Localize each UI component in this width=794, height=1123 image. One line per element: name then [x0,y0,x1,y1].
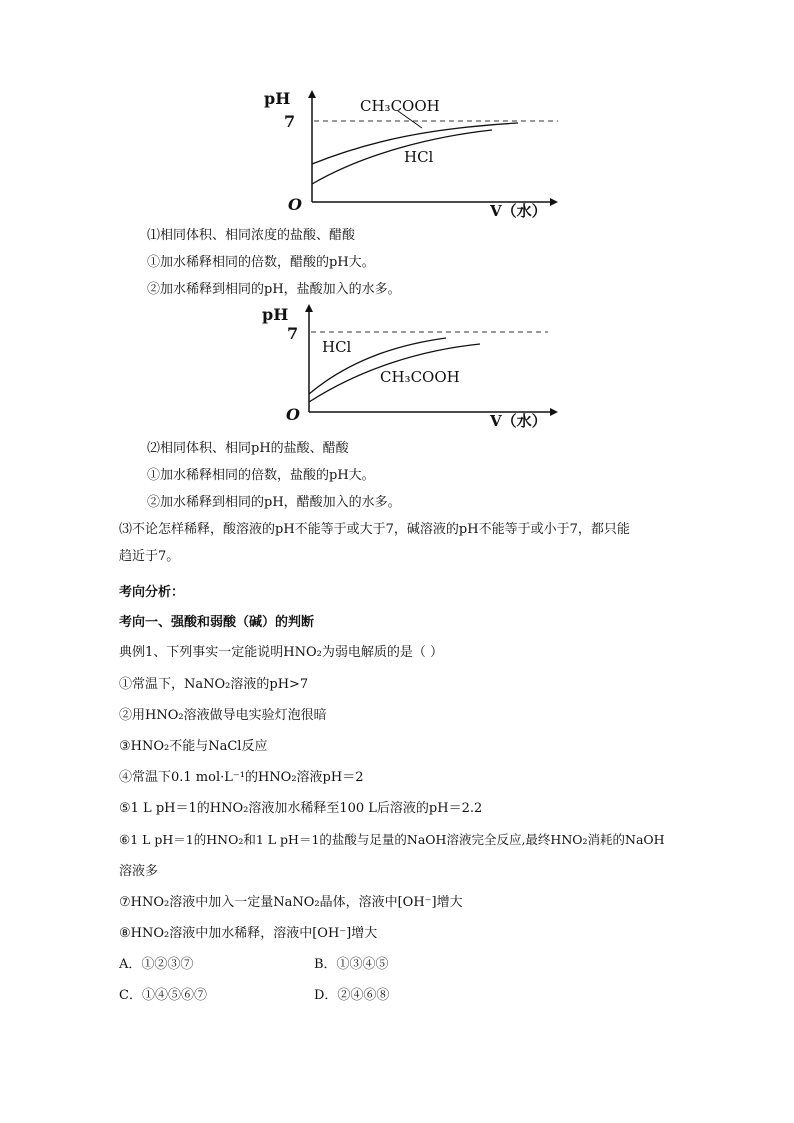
section2-heading: ⑵相同体积、相同pH的盐酸、醋酸 [147,441,349,456]
section1-heading: ⑴相同体积、相同浓度的盐酸、醋酸 [147,228,356,243]
hcl-label: HCl [322,338,352,356]
y-axis-label: pH [264,89,291,108]
example-item-4: ④常温下0.1 mol·L⁻¹的HNO₂溶液pH＝2 [119,770,364,785]
y-axis-label: pH [262,305,289,324]
hcl-label: HCl [404,148,434,166]
y-axis-arrow [305,304,313,312]
example-item-6: ⑥1 L pH＝1的HNO₂和1 L pH＝1的盐酸与足量的NaOH溶液完全反应,最终HNO₂消耗的NaOH [119,832,665,847]
example-item-8: ⑧HNO₂溶液中加水稀释，溶液中[OH⁻]增大 [119,926,378,941]
y-tick-7: 7 [287,324,299,343]
example-question: 典例1、下列事实一定能说明HNO₂为弱电解质的是（ ） [119,645,443,660]
section2-point2: ②加水稀释到相同的pH，醋酸加入的水多。 [147,495,401,510]
example-item-6-cont: 溶液多 [119,864,159,879]
direction1-title: 考向一、强酸和弱酸（碱）的判断 [119,615,315,630]
x-axis-arrow [550,408,558,416]
section3-line1: ⑶不论怎样稀释，酸溶液的pH不能等于或大于7，碱溶液的pH不能等于或小于7，都只能 [119,522,630,537]
example-item-1: ①常温下，NaNO₂溶液的pH>7 [119,677,309,692]
origin-label: O [286,405,300,424]
section3-line2: 趋近于7。 [119,549,180,564]
ch3cooh-label: CH₃COOH [360,97,440,115]
example-item-3: ③HNO₂不能与NaCl反应 [119,739,268,754]
y-tick-7: 7 [284,112,296,131]
hcl-curve [312,130,492,184]
example-item-7: ⑦HNO₂溶液中加入一定量NaNO₂晶体，溶液中[OH⁻]增大 [119,895,463,910]
graph-ph-vs-water-2 [262,302,572,432]
option-b: B．①③④⑤ [314,957,389,972]
analysis-title: 考向分析： [119,585,185,600]
section1-point1: ①加水稀释相同的倍数，醋酸的pH大。 [147,255,375,270]
y-axis-arrow [308,90,316,98]
origin-label: O [288,195,302,214]
ch3cooh-label: CH₃COOH [380,368,460,386]
section2-point1: ①加水稀释相同的倍数，盐酸的pH大。 [147,468,375,483]
x-axis-arrow [550,198,558,206]
option-c: C．①④⑤⑥⑦ [119,988,207,1003]
option-a: A．①②③⑦ [119,957,194,972]
x-axis-label: V（水） [490,202,547,220]
example-item-5: ⑤1 L pH＝1的HNO₂溶液加水稀释至100 L后溶液的pH＝2.2 [119,801,483,816]
example-item-2: ②用HNO₂溶液做导电实验灯泡很暗 [119,708,327,723]
graph-ph-vs-water-1 [262,88,572,220]
section1-point2: ②加水稀释到相同的pH，盐酸加入的水多。 [147,282,401,297]
x-axis-label: V（水） [490,412,547,430]
option-d: D．②④⑥⑧ [314,988,390,1003]
